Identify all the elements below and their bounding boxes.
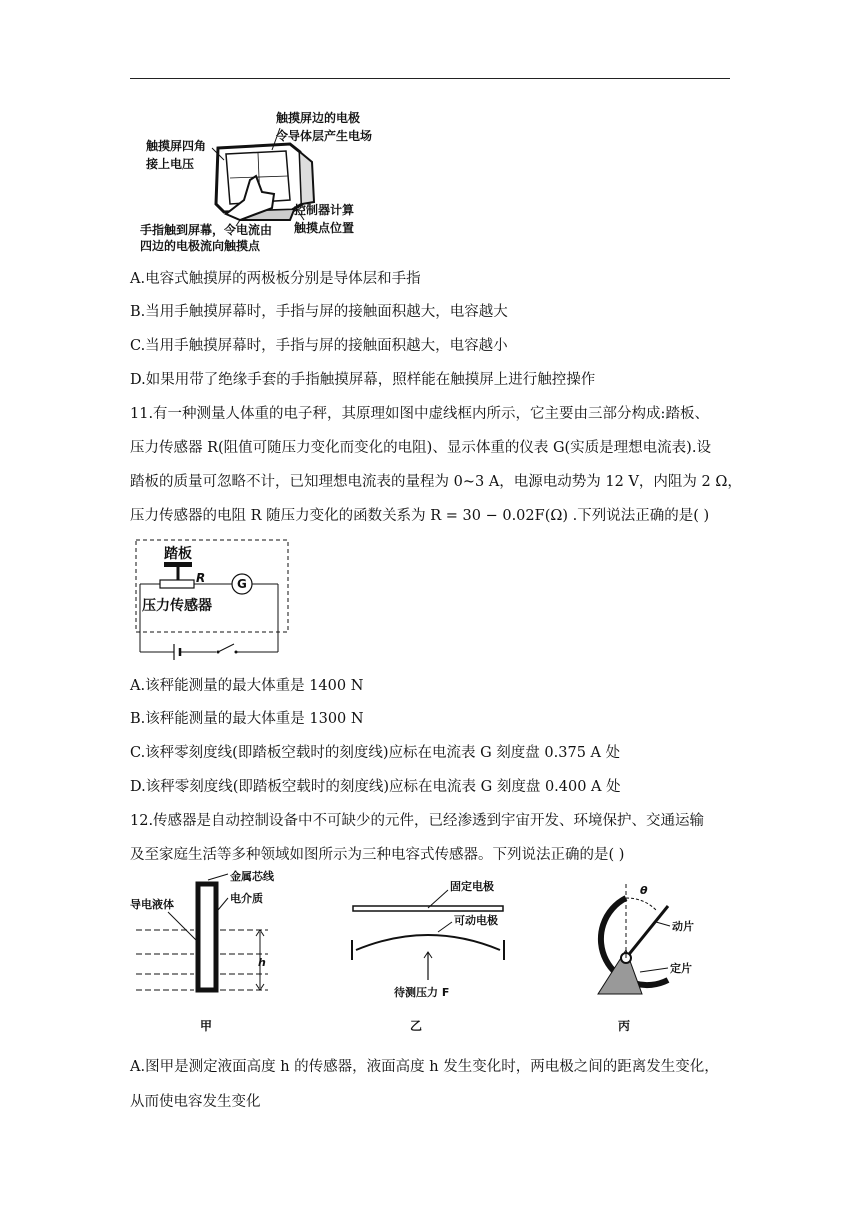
q12-option-a-line-1: A.图甲是测定液面高度 h 的传感器，液面高度 h 发生变化时，两电极之间的距离发生变化，	[130, 1059, 719, 1075]
fig2-g-label: G	[237, 577, 247, 591]
fig3-caption-bing: 丙	[618, 1019, 631, 1033]
q11-stem-line-3: 踏板的质量可忽略不计，已知理想电流表的量程为 0~3 A，电源电动势为 12 V，内阻为 2 Ω，	[130, 474, 742, 490]
q12-stem-line-1: 12.传感器是自动控制设备中不可缺少的元件，已经渗透到宇宙开发、环境保护、交通运输	[130, 813, 705, 829]
scale-circuit-figure	[130, 536, 300, 664]
sensor-bing	[598, 884, 694, 1033]
fig3-movable-plate-label: 可动电极	[454, 914, 498, 927]
fig1-label-ctrl-2: 触摸点位置	[294, 221, 355, 235]
fig1-label-finger-2: 四边的电极流向触摸点	[140, 239, 261, 253]
fig3-liquid-label: 导电液体	[130, 898, 174, 911]
fig3-h-label: h	[258, 956, 266, 969]
q10-option-c: C.当用手触摸屏幕时，手指与屏的接触面积越大，电容越小	[130, 338, 508, 354]
fig3-theta-label: θ	[640, 884, 648, 897]
fig3-metal-core-label: 金属芯线	[230, 870, 274, 883]
q11-stem-line-1: 11.有一种测量人体重的电子秤，其原理如图中虚线框内所示，它主要由三部分构成:踏板、	[130, 406, 709, 422]
touchscreen-figure	[140, 108, 380, 253]
fig3-fixed-label: 定片	[670, 962, 692, 975]
fig1-label-corner-1: 触摸屏四角	[146, 139, 207, 153]
q11-option-d: D.该秤零刻度线(即踏板空载时的刻度线)应标在电流表 G 刻度盘 0.400 A 处	[130, 779, 621, 795]
fig2-pedal-label: 踏板	[164, 546, 192, 562]
q11-option-b: B.该秤能测量的最大体重是 1300 N	[130, 711, 364, 727]
q10-option-b: B.当用手触摸屏幕时，手指与屏的接触面积越大，电容越大	[130, 304, 508, 320]
fig1-label-corner-2: 接上电压	[146, 157, 195, 171]
q11-stem-line-4: 压力传感器的电阻 R 随压力变化的函数关系为 R = 30 − 0.02F(Ω) .下列说法正确的是( )	[130, 508, 710, 524]
sensor-jia	[130, 870, 275, 1033]
fig3-caption-yi: 乙	[410, 1019, 423, 1033]
fig1-label-edge-1: 触摸屏边的电极	[276, 111, 361, 125]
fixed-plate	[353, 906, 503, 911]
pedal-plate	[164, 562, 192, 567]
fig1-label-ctrl-1: 控制器计算	[294, 203, 355, 217]
q12-stem-line-2: 及至家庭生活等多种领域如图所示为三种电容式传感器。下列说法正确的是( )	[130, 847, 625, 863]
fig3-fixed-plate-label: 固定电极	[450, 880, 494, 893]
q11-option-c: C.该秤零刻度线(即踏板空载时的刻度线)应标在电流表 G 刻度盘 0.375 A 处	[130, 745, 621, 761]
fig1-label-finger-1: 手指触到屏幕，令电流由	[140, 223, 273, 237]
header-rule	[130, 78, 730, 79]
moving-plate-arm	[626, 906, 668, 958]
capacitive-sensors-figure	[128, 870, 708, 1035]
q12-option-a-line-2: 从而使电容发生变化	[130, 1094, 261, 1110]
sensor-yi	[352, 879, 504, 1033]
q10-option-d: D.如果用带了绝缘手套的手指触摸屏幕，照样能在触摸屏上进行触控操作	[130, 372, 596, 388]
movable-plate	[356, 935, 500, 950]
switch-icon	[218, 644, 234, 652]
fig1-label-edge-2: 令导体层产生电场	[276, 129, 373, 143]
resistor	[160, 580, 194, 588]
fig3-moving-label: 动片	[672, 920, 694, 933]
fig2-sensor-label: 压力传感器	[142, 598, 212, 614]
q10-option-a: A.电容式触摸屏的两极板分别是导体层和手指	[130, 271, 421, 287]
fig3-caption-jia: 甲	[200, 1019, 213, 1033]
fig3-pressure-label: 待测压力 F	[394, 986, 450, 999]
q11-stem-line-2: 压力传感器 R(阻值可随压力变化而变化的电阻)、显示体重的仪表 G(实质是理想电流表).设	[130, 440, 711, 456]
q11-option-a: A.该秤能测量的最大体重是 1400 N	[130, 678, 364, 694]
fig2-r-label: R	[196, 571, 206, 585]
fig3-dielectric-label: 电介质	[230, 892, 263, 905]
